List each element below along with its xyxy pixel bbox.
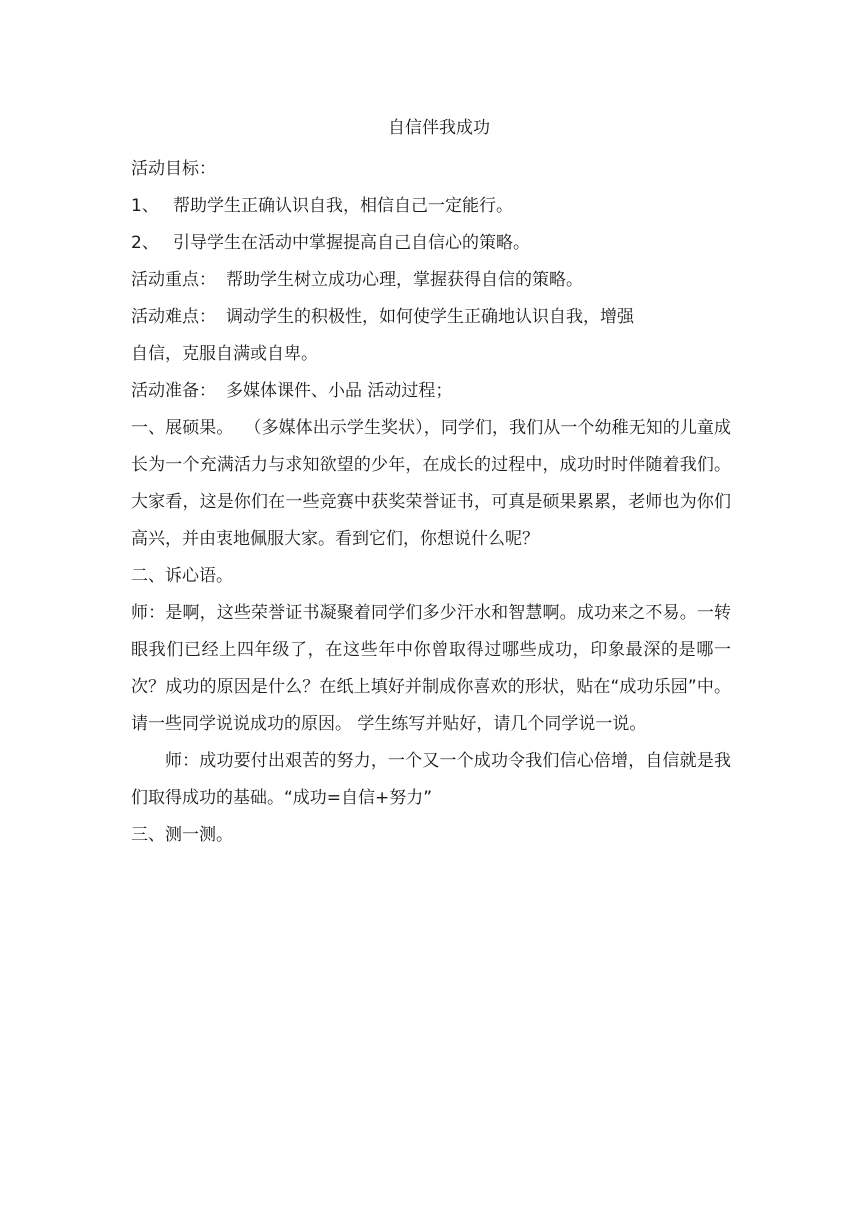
focus-label: 活动重点： <box>131 270 216 290</box>
focus-line <box>131 262 731 299</box>
focus-text: 帮助学生树立成功心理，掌握获得自信的策略。 <box>226 270 583 290</box>
section3-heading: 三、测一测。 <box>131 825 233 845</box>
difficulty-text: 调动学生的积极性，如何使学生正确地认识自我，增强 <box>226 307 634 327</box>
difficulty-line <box>131 299 731 336</box>
section1-heading: 一、展硕果。 <box>131 418 234 438</box>
goal-number: 2、 <box>131 233 159 253</box>
section1-body: （多媒体出示学生奖状），同学们，我们从一个幼稚无知的儿童成长为一个充满活力与求知欲望的少年，在成长的过程中，成功时时伴随着我们。大家看，这是你们在一些竞赛中获奖荣誉证书，可真是硕果累累，老师也为你们高兴，并由衷地佩服大家。看到它们，你想说什么呢？ <box>131 418 732 549</box>
goal-text: 帮助学生正确认识自我，相信自己一定能行。 <box>173 196 513 216</box>
preparation-label: 活动准备： <box>131 381 216 401</box>
document-title: 自信伴我成功 <box>388 118 490 138</box>
section2-paragraph-2: 师：成功要付出艰苦的努力，一个又一个成功令我们信心倍增，自信就是我们取得成功的基础。“成功=自信+努力” <box>131 751 731 808</box>
difficulty-line-continued: 自信，克服自满或自卑。 <box>131 344 318 364</box>
section2-paragraph-1: 师：是啊，这些荣誉证书凝聚着同学们多少汗水和智慧啊。成功来之不易。一转眼我们已经上四年级了，在这些年中你曾取得过哪些成功，印象最深的是哪一次？成功的原因是什么？在纸上填好并制成你喜欢的形状，贴在“成功乐园”中。请一些同学说说成功的原因。 学生练写并贴好，请几个同学说一说。 <box>131 603 731 734</box>
goal-item-2 <box>131 225 731 262</box>
difficulty-label: 活动难点： <box>131 307 216 327</box>
goal-text: 引导学生在活动中掌握提高自己自信心的策略。 <box>173 233 530 253</box>
section1-paragraph <box>131 410 731 558</box>
goal-item-1 <box>131 188 731 225</box>
preparation-text: 多媒体课件、小品 活动过程； <box>226 381 453 401</box>
document-body <box>131 111 731 854</box>
goal-number: 1、 <box>131 196 159 216</box>
preparation-line <box>131 373 731 410</box>
goals-heading: 活动目标： <box>131 159 216 179</box>
section2-heading: 二、诉心语。 <box>131 566 233 586</box>
